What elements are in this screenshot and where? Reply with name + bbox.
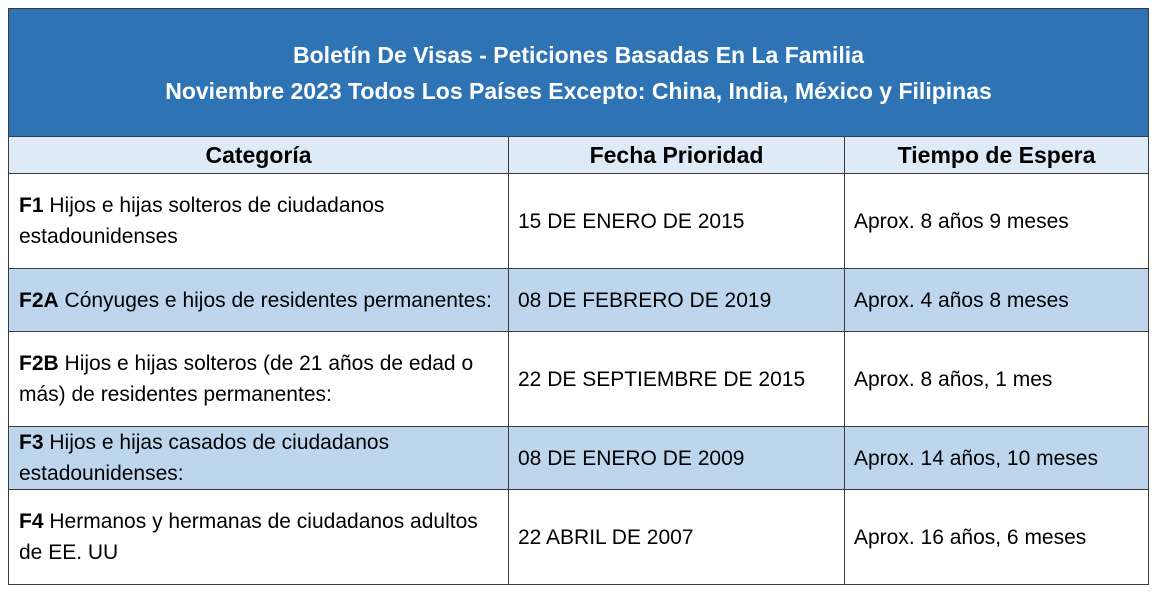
category-code: F3: [19, 431, 44, 454]
title-line-2: Noviembre 2023 Todos Los Países Excepto: China, India, México y Filipinas: [165, 77, 992, 104]
category-description: Hermanos y hermanas de ciudadanos adultos de EE. UU: [19, 510, 478, 564]
priority-date-cell: 08 DE FEBRERO DE 2019: [509, 269, 845, 332]
table-row: [9, 332, 1149, 427]
wait-time-cell: Aprox. 14 años, 10 meses: [845, 427, 1149, 490]
column-header-priority-date: Fecha Prioridad: [509, 137, 845, 174]
wait-time-cell: Aprox. 16 años, 6 meses: [845, 490, 1149, 585]
column-header-category: Categoría: [9, 137, 509, 174]
category-cell: [9, 427, 509, 490]
visa-bulletin-table: [8, 8, 1149, 585]
category-cell: [9, 332, 509, 427]
table-row: [9, 174, 1149, 269]
wait-time-cell: Aprox. 8 años, 1 mes: [845, 332, 1149, 427]
table-row: [9, 269, 1149, 332]
category-cell: [9, 269, 509, 332]
table-row: [9, 427, 1149, 490]
category-description: Hijos e hijas solteros de ciudadanos estadounidenses: [19, 194, 385, 248]
category-code: F1: [19, 194, 44, 217]
category-code: F2B: [19, 352, 59, 375]
header-row: [9, 137, 1149, 174]
priority-date-cell: 22 DE SEPTIEMBRE DE 2015: [509, 332, 845, 427]
category-code: F2A: [19, 288, 59, 312]
table-row: [9, 490, 1149, 585]
category-code: F4: [19, 510, 44, 533]
column-header-wait-time: Tiempo de Espera: [845, 137, 1149, 174]
title-line-1: Boletín De Visas - Peticiones Basadas En La Familia: [293, 41, 864, 68]
category-description: Hijos e hijas solteros (de 21 años de edad o más) de residentes permanentes:: [19, 352, 474, 406]
category-cell: [9, 490, 509, 585]
table-title: [9, 9, 1149, 137]
title-row: [9, 9, 1149, 137]
wait-time-cell: Aprox. 8 años 9 meses: [845, 174, 1149, 269]
category-description: Cónyuges e hijos de residentes permanentes:: [64, 288, 492, 312]
wait-time-cell: Aprox. 4 años 8 meses: [845, 269, 1149, 332]
category-description: Hijos e hijas casados de ciudadanos estadounidenses:: [19, 431, 390, 485]
priority-date-cell: 15 DE ENERO DE 2015: [509, 174, 845, 269]
priority-date-cell: 22 ABRIL DE 2007: [509, 490, 845, 585]
priority-date-cell: 08 DE ENERO DE 2009: [509, 427, 845, 490]
visa-bulletin-container: [8, 8, 1148, 585]
category-cell: [9, 174, 509, 269]
